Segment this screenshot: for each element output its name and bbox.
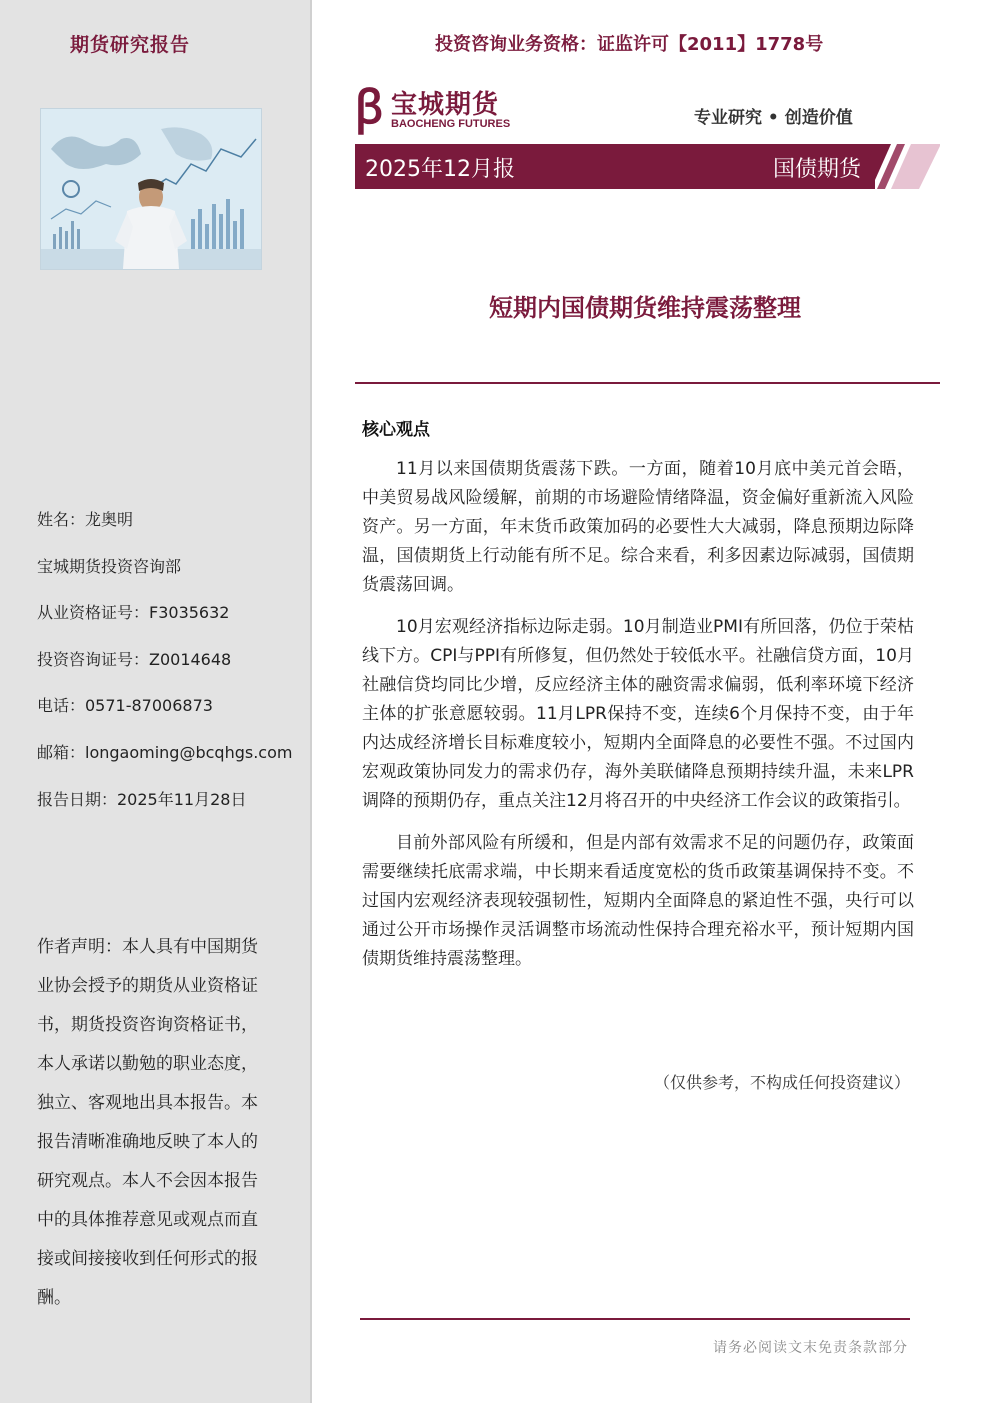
author-declaration: 作者声明：本人具有中国期货业协会授予的期货从业资格证书，期货投资咨询资格证书，本人承诺以勤勉的职业态度，独立、客观地出具本报告。本报告清晰准确地反映了本人的研究观点。本人不会因本报告中的具体推荐意见或观点而直接或间接接收到任何形式的报酬。 bbox=[37, 937, 258, 1308]
company-logo bbox=[355, 80, 525, 134]
business-qualification: 投资咨询业务资格：证监许可【2011】1778号 bbox=[435, 34, 824, 55]
email: 邮箱：longaoming@bcqhgs.com bbox=[37, 742, 293, 762]
author-info bbox=[37, 508, 292, 834]
logo-en-text: BAOCHENG FUTURES bbox=[391, 118, 511, 130]
paragraph: 目前外部风险有所缓和，但是内部有效需求不足的问题仍存，政策面需要继续托底需求端，中长期来看适度宽松的货币政策基调保持不变。不过国内宏观经济表现较强韧性，短期内全面降息的紧迫性不强，央行可以通过公开市场操作灵活调整市场流动性保持合理充裕水平，预计短期内国债期货维持震荡整理。 bbox=[362, 833, 914, 969]
logo-cn-text: 宝城期货 bbox=[391, 90, 500, 120]
footer-disclaimer: 请务必阅读文末免责条款部分 bbox=[713, 1340, 908, 1356]
footer-divider bbox=[360, 1318, 910, 1320]
logo-icon: ꞵ bbox=[355, 80, 385, 134]
sidebar bbox=[0, 0, 312, 1403]
banner-stripes-decoration bbox=[855, 144, 940, 189]
banner-period: 2025年12月报 bbox=[365, 157, 515, 182]
reference-note: （仅供参考，不构成任何投资建议） bbox=[653, 1073, 910, 1092]
department: 宝城期货投资咨询部 bbox=[37, 556, 182, 576]
qualification-number: 从业资格证号：F3035632 bbox=[37, 603, 230, 623]
phone: 电话：0571-87006873 bbox=[37, 696, 213, 716]
hero-image bbox=[40, 108, 262, 270]
report-date: 报告日期：2025年11月28日 bbox=[37, 789, 247, 809]
report-body bbox=[362, 455, 914, 987]
report-type-label: 期货研究报告 bbox=[70, 34, 191, 56]
consulting-number: 投资咨询证号：Z0014648 bbox=[37, 649, 232, 669]
paragraph: 10月宏观经济指标边际走弱。10月制造业PMI有所回落，仍位于荣枯线下方。CPI与PPI有所修复，但仍然处于较低水平。社融信贷方面，10月社融信贷均同比少增，反应经济主体的融资需求偏弱，低利率环境下经济主体的扩张意愿较弱。11月LPR保持不变，连续6个月保持不变，由于年内达成经济增长目标难度较小，短期内全面降息的必要性不强。不过国内宏观政策协同发力的需求仍存，海外美联储降息预期持续升温，未来LPR调降的预期仍存，重点关注12月将召开的中央经济工作会议的政策指引。 bbox=[362, 617, 914, 811]
banner-category: 国债期货 bbox=[772, 157, 861, 182]
author-name: 姓名：龙奥明 bbox=[37, 510, 134, 529]
slogan: 专业研究 • 创造价值 bbox=[694, 108, 853, 128]
core-viewpoint-heading: 核心观点 bbox=[362, 420, 430, 440]
report-title: 短期内国债期货维持震荡整理 bbox=[489, 294, 801, 322]
paragraph: 11月以来国债期货震荡下跌。一方面，随着10月底中美元首会晤，中美贸易战风险缓解，前期的市场避险情绪降温，资金偏好重新流入风险资产。另一方面，年末货币政策加码的必要性大大减弱，降息预期边际降温，国债期货上行动能有所不足。综合来看，利多因素边际减弱，国债期货震荡回调。 bbox=[362, 459, 914, 595]
title-divider bbox=[355, 382, 940, 384]
report-banner bbox=[355, 144, 875, 189]
